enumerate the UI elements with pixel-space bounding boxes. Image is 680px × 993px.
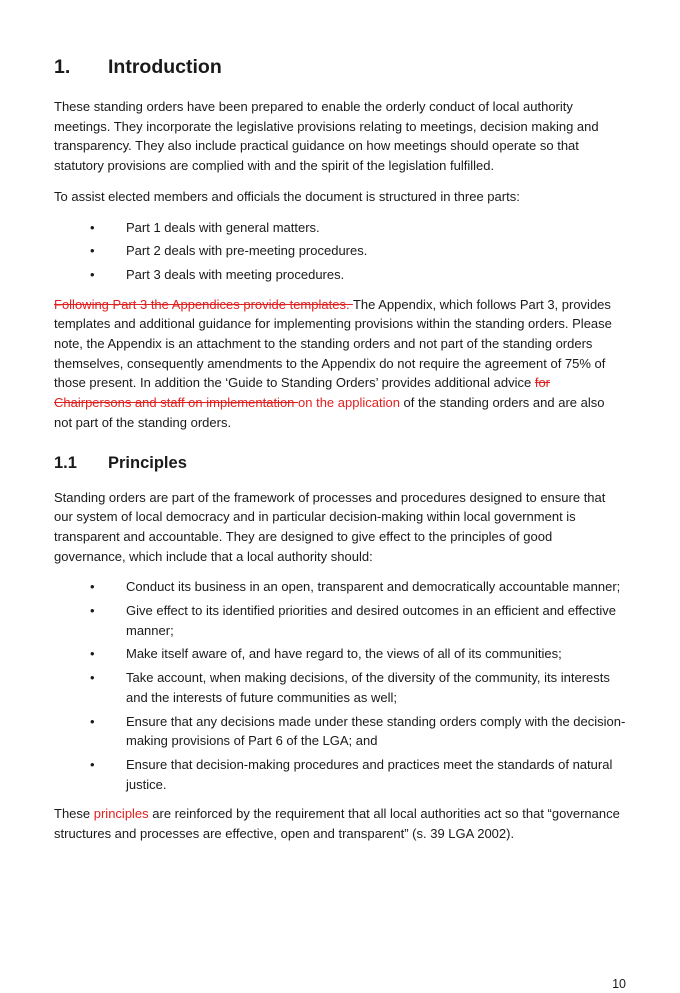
bullet-icon: • — [90, 756, 95, 772]
list-item — [54, 755, 626, 794]
list-item-text: Ensure that decision-making procedures and practices meet the standards of natural justice. — [126, 756, 613, 792]
paragraph-text: These — [54, 806, 94, 822]
inserted-text: on the application — [298, 395, 400, 411]
list-item-text: Part 2 deals with pre-meeting procedures. — [126, 243, 368, 259]
list-item-text: Take account, when making decisions, of the diversity of the community, its interests and the interests of future communities as well; — [126, 670, 610, 705]
closing-paragraph — [54, 804, 626, 843]
parts-list — [54, 218, 626, 285]
list-item-text: Conduct its business in an open, transparent and democratically accountable manner; — [126, 579, 621, 595]
bullet-icon: • — [90, 713, 95, 729]
list-item — [54, 644, 626, 664]
bullet-icon: • — [90, 646, 95, 662]
document-page — [54, 52, 626, 855]
list-item — [54, 668, 626, 707]
paragraph-text: are reinforced by the requirement that all local authorities act so that “governance structures and processes are effective, open and transparent” (s. 39 LGA 2002). — [54, 806, 620, 842]
list-item-text: Give effect to its identified priorities and desired outcomes in an efficient and effective manner; — [126, 603, 616, 638]
paragraph-text: of the standing orders and are also not part of the standing orders. — [54, 395, 605, 430]
section-number: 1.1 — [54, 453, 77, 472]
structure-paragraph: To assist elected members and officials the document is structured in three parts: — [54, 188, 520, 204]
list-item — [54, 712, 626, 751]
deleted-text: Following Part 3 the Appendices provide templates. — [54, 296, 353, 312]
page-number: 10 — [612, 977, 626, 991]
bullet-icon: • — [90, 266, 95, 282]
appendix-paragraph — [54, 295, 626, 433]
deleted-text: for Chairpersons and staff on implementation — [54, 375, 550, 411]
list-item — [54, 577, 626, 597]
list-item — [54, 265, 626, 285]
inserted-text: principles — [93, 806, 149, 822]
intro-paragraph: These standing orders have been prepared to enable the orderly conduct of local authority meetings. They incorporate the legislative provisions relating to meetings, decision making and transparency. They also include practical guidance on how meetings should operate so that statutory provisions are complied with and the spirit of the legislation fulfilled. — [54, 99, 599, 174]
section-heading-principles — [54, 450, 626, 476]
section-heading-introduction — [54, 52, 626, 82]
list-item-text: Part 3 deals with meeting procedures. — [126, 266, 345, 282]
section-number: 1. — [54, 56, 71, 78]
paragraph-text: The Appendix, which follows Part 3, provides templates and additional guidance for implementing provisions within the standing orders. Please note, the Appendix is an attachment to the standing orders and not part of the standing orders themselves, consequently amendments to the Appendix do not require the agreement of 75% of those present. In addition the ‘Guide to Standing Orders’ provides additional advice — [54, 296, 612, 391]
bullet-icon: • — [90, 243, 95, 259]
bullet-icon: • — [90, 603, 95, 619]
section-title: Introduction — [108, 56, 222, 78]
principles-intro-paragraph: Standing orders are part of the framework of processes and procedures designed to ensure that our system of local democracy and in particular decision-making within local government is transparent and accountable. They are designed to give effect to the principles of good governance, which include that a local authority should: — [54, 489, 606, 564]
section-title: Principles — [108, 453, 187, 472]
list-item — [54, 241, 626, 261]
list-item-text: Part 1 deals with general matters. — [126, 219, 320, 235]
list-item — [54, 601, 626, 640]
bullet-icon: • — [90, 219, 95, 235]
principles-list — [54, 577, 626, 794]
bullet-icon: • — [90, 579, 95, 595]
list-item-text: Make itself aware of, and have regard to, the views of all of its communities; — [126, 646, 562, 662]
bullet-icon: • — [90, 670, 95, 686]
list-item-text: Ensure that any decisions made under these standing orders comply with the decision-making provisions of Part 6 of the LGA; and — [126, 713, 626, 749]
list-item — [54, 218, 626, 238]
